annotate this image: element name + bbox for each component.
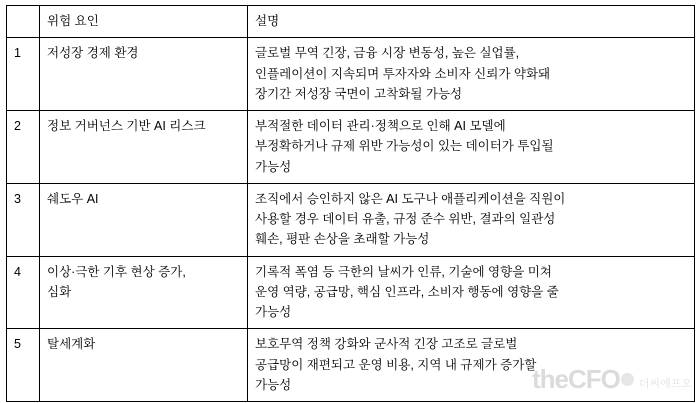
row-risk-factor bbox=[40, 183, 248, 256]
table-body bbox=[7, 38, 695, 402]
row-description bbox=[248, 329, 695, 402]
risk-factor-line: 정보 거버넌스 기반 AI 리스크 bbox=[47, 119, 206, 133]
description-line: 가능성 bbox=[255, 377, 292, 392]
description-line: 기록적 폭염 등 극한의 날씨가 인류, 기술에 영향을 미쳐 bbox=[255, 264, 552, 279]
description-line: 공급망이 재편되고 운영 비용, 지역 내 규제가 증가할 bbox=[255, 357, 537, 372]
description-line: 가능성 bbox=[255, 159, 292, 174]
description-line: 부적절한 데이터 관리·정책으로 인해 AI 모델에 bbox=[255, 119, 506, 133]
column-header-risk-factor: 위험 요인 bbox=[40, 6, 248, 38]
row-description bbox=[248, 38, 695, 111]
description-line: 운영 역량, 공급망, 핵심 인프라, 소비자 행동에 영향을 줄 bbox=[255, 284, 559, 299]
table-row bbox=[7, 183, 695, 256]
row-description bbox=[248, 183, 695, 256]
risk-factor-line: 저성장 경제 환경 bbox=[47, 46, 139, 61]
description-line: 사용할 경우 데이터 유출, 규정 준수 위반, 결과의 일관성 bbox=[255, 212, 556, 226]
row-risk-factor bbox=[40, 111, 248, 184]
row-description bbox=[248, 111, 695, 184]
description-line: 보호무역 정책 강화와 군사적 긴장 고조로 글로벌 bbox=[255, 337, 518, 352]
description-line: 장기간 저성장 국면이 고착화될 가능성 bbox=[255, 86, 463, 101]
risk-factor-line: 쉐도우 AI bbox=[47, 191, 99, 206]
table-header bbox=[7, 6, 695, 38]
table-row bbox=[7, 111, 695, 184]
row-number: 5 bbox=[7, 329, 40, 402]
table-row bbox=[7, 256, 695, 329]
column-header-number bbox=[7, 6, 40, 38]
table-row bbox=[7, 329, 695, 402]
description-line: 가능성 bbox=[255, 305, 292, 319]
risk-factor-line: 이상·극한 기후 현상 증가, bbox=[47, 264, 186, 279]
risk-factors-table bbox=[6, 5, 695, 402]
description-line: 훼손, 평판 손상을 초래할 가능성 bbox=[255, 232, 430, 247]
description-line: 부정확하거나 규제 위반 가능성이 있는 데이터가 투입될 bbox=[255, 139, 554, 154]
risk-factor-line: 탈세계화 bbox=[47, 337, 96, 352]
row-number: 1 bbox=[7, 38, 40, 111]
table-row bbox=[7, 38, 695, 111]
row-risk-factor bbox=[40, 38, 248, 111]
row-number: 4 bbox=[7, 256, 40, 329]
row-description bbox=[248, 256, 695, 329]
description-line: 인플레이션이 지속되며 투자자와 소비자 신뢰가 약화돼 bbox=[255, 66, 551, 81]
risk-table-container bbox=[6, 5, 694, 402]
row-risk-factor bbox=[40, 329, 248, 402]
watermark-logo-text: theCFO bbox=[531, 364, 620, 394]
row-number: 3 bbox=[7, 183, 40, 256]
risk-factor-line: 심화 bbox=[47, 284, 72, 299]
row-risk-factor bbox=[40, 256, 248, 329]
table-header-row bbox=[7, 6, 695, 38]
row-number: 2 bbox=[7, 111, 40, 184]
description-line: 글로벌 무역 긴장, 금융 시장 변동성, 높은 실업률, bbox=[255, 46, 520, 61]
description-line: 조직에서 승인하지 않은 AI 도구나 애플리케이션을 직원이 bbox=[255, 191, 566, 206]
watermark-subtitle: 더씨에프오 bbox=[638, 378, 692, 390]
column-header-description: 설명 bbox=[248, 6, 695, 38]
